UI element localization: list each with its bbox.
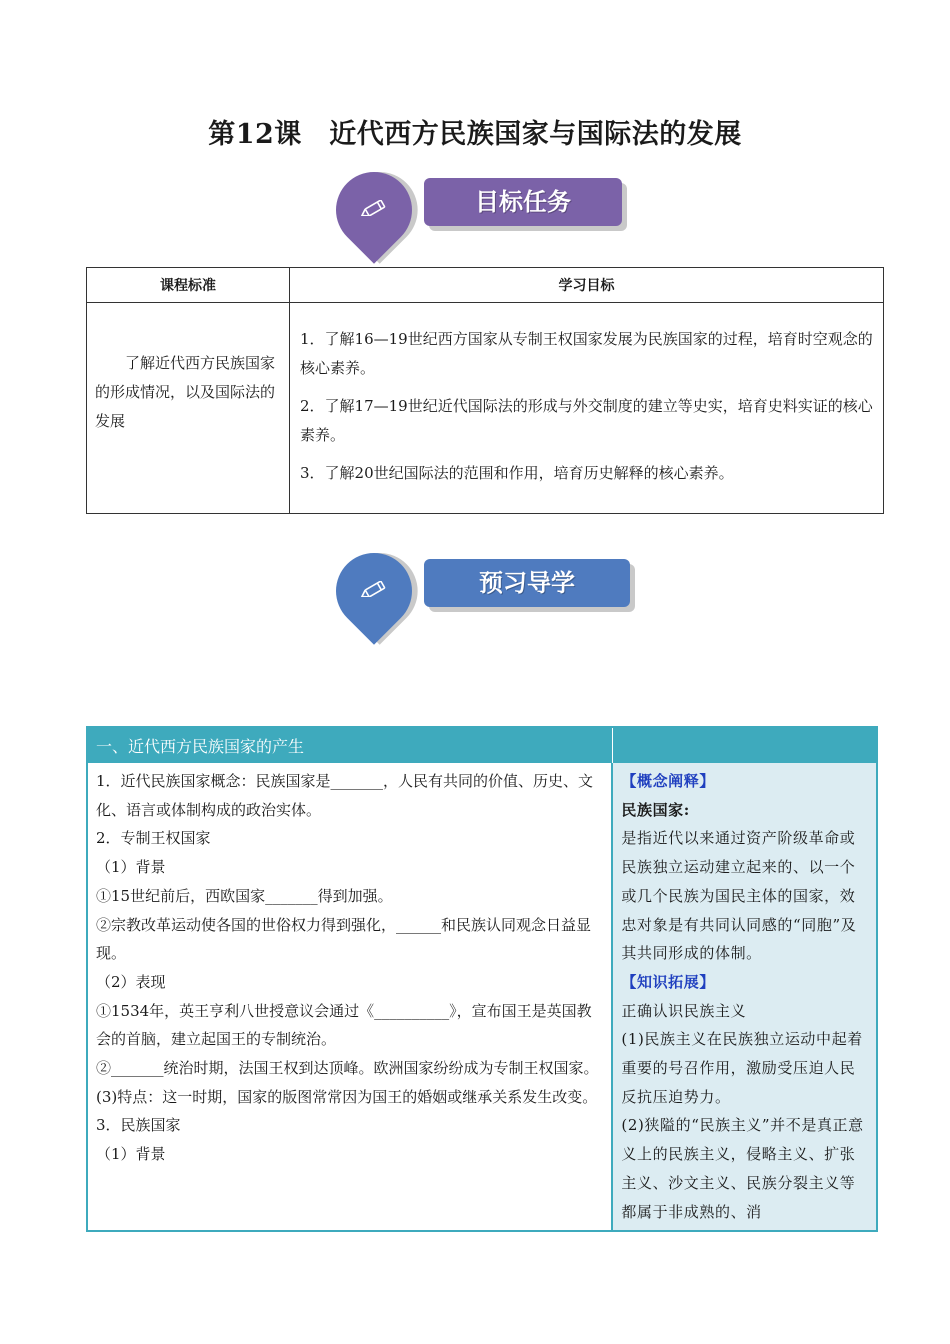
page-title: 第12课 近代西方民族国家与国际法的发展 — [208, 119, 742, 150]
content-line: ②宗教改革运动使各国的世俗权力得到强化，______和民族认同观念日益显现。 — [96, 915, 592, 963]
extension-point: (1)民族主义在民族独立运动中起着重要的号召作用，激励受压迫人民反抗压迫势力。 — [621, 1030, 863, 1106]
content-line: （1）背景 — [96, 858, 166, 877]
learning-goal: 1．了解16—19世纪西方国家从专制王权国家发展为民族国家的过程，培育时空观念的核心素养。 — [300, 330, 873, 377]
extension-tag: 【知识拓展】 — [621, 972, 715, 991]
section-header-blank — [612, 727, 877, 763]
content-line: 1．近代民族国家概念：民族国家是_______，人民有共同的价值、历史、文化、语言或体制构成的政治实体。 — [96, 772, 594, 819]
table-header: 课程标准 — [87, 268, 290, 303]
learning-goals-cell — [290, 303, 884, 514]
content-line: (3)特点：这一时期，国家的版图常常因为国王的婚姻或继承关系发生改变。 — [96, 1087, 598, 1106]
content-line: ①1534年，英王亨利八世授意议会通过《__________》，宣布国王是英国教会的首脑，建立起国王的专制统治。 — [96, 1001, 592, 1049]
section-banner-goals — [336, 172, 646, 262]
preview-table — [86, 726, 878, 1232]
sidebar-notes — [612, 763, 877, 1231]
learning-goal: 2．了解17—19世纪近代国际法的形成与外交制度的建立等史实，培育史料实证的核心素养。 — [300, 397, 873, 444]
content-column — [87, 763, 612, 1231]
concept-tag: 【概念阐释】 — [621, 772, 715, 790]
concept-text: 是指近代以来通过资产阶级革命或民族独立运动建立起来的、以一个或几个民族为国民主体的国家，效忠对象是有共同认同感的“同胞”及其共同形成的体制。 — [621, 829, 857, 963]
concept-term: 民族国家: — [621, 800, 690, 819]
banner-label: 目标任务 — [475, 188, 571, 216]
banner-label: 预习导学 — [479, 569, 575, 597]
content-line: （1）背景 — [96, 1145, 166, 1164]
banner-pill — [424, 178, 622, 226]
course-standard-cell — [87, 303, 290, 514]
content-line: ②_______统治时期，法国王权到达顶峰。欧洲国家纷纷成为专制王权国家。 — [96, 1059, 599, 1078]
course-standard-text: 了解近代西方民族国家的形成情况，以及国际法的发展 — [95, 354, 276, 430]
learning-goal: 3．了解20世纪国际法的范围和作用，培育历史解释的核心素养。 — [300, 464, 734, 482]
section-banner-preview — [336, 553, 646, 643]
pencil-icon — [360, 200, 390, 216]
extension-title: 正确认识民族主义 — [621, 1001, 747, 1020]
objectives-table — [86, 267, 884, 514]
content-line: （2）表现 — [96, 972, 166, 991]
content-line: 2．专制王权国家 — [96, 829, 211, 848]
content-line: ①15世纪前后，西欧国家_______得到加强。 — [96, 886, 393, 905]
pencil-icon — [360, 581, 390, 597]
section-header: 一、近代西方民族国家的产生 — [87, 727, 612, 763]
extension-point: (2)狭隘的“民族主义”并不是真正意义上的民族主义，侵略主义、扩张主义、沙文主义、民族分裂主义等都属于非成熟的、消 — [621, 1116, 864, 1221]
banner-pill — [424, 559, 630, 607]
content-line: 3．民族国家 — [96, 1116, 181, 1135]
table-header: 学习目标 — [290, 268, 884, 303]
